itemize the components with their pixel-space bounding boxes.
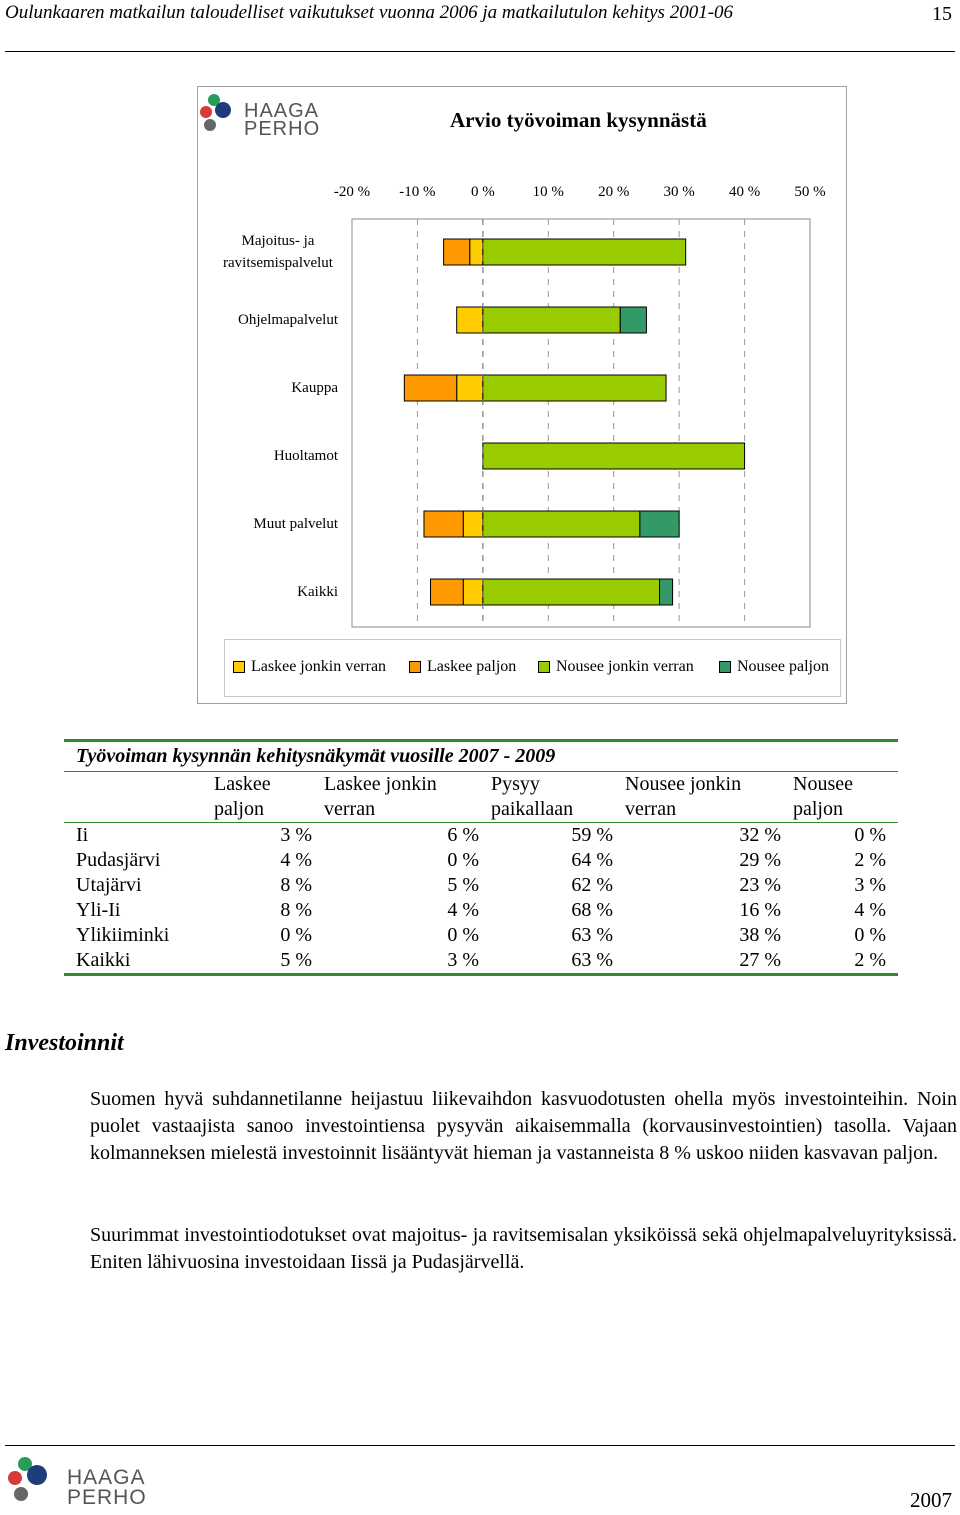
table-row xyxy=(64,948,898,973)
table-cell: 2 % xyxy=(854,949,886,971)
bar-segment xyxy=(431,579,464,605)
table-cell: 59 % xyxy=(571,824,613,846)
bar-segment xyxy=(470,239,483,265)
table-cell: 5 % xyxy=(447,874,479,896)
legend-swatch xyxy=(409,661,421,673)
logo-text-top: HAAGA xyxy=(67,1466,146,1489)
table-header-cell: Nousee paljon xyxy=(793,773,853,820)
table-cell: 2 % xyxy=(854,849,886,871)
bar-segment xyxy=(660,579,673,605)
bar-segment xyxy=(483,443,745,469)
table-bottom-rule xyxy=(64,973,898,976)
chart-title: Arvio työvoiman kysynnästä xyxy=(450,108,707,132)
table-cell: 0 % xyxy=(447,849,479,871)
table-cell: 3 % xyxy=(447,949,479,971)
legend-swatch xyxy=(233,661,245,673)
table-cell: 4 % xyxy=(447,899,479,921)
row-label: Yli-Ii xyxy=(76,899,121,921)
table-cell: 16 % xyxy=(739,899,781,921)
table-cell: 27 % xyxy=(739,949,781,971)
row-label: Pudasjärvi xyxy=(76,849,161,871)
table-cell: 68 % xyxy=(571,899,613,921)
legend-label: Laskee jonkin verran xyxy=(251,658,387,675)
logo-text-bottom: PERHO xyxy=(67,1486,147,1509)
table-row xyxy=(64,848,898,873)
legend-label: Nousee paljon xyxy=(737,658,829,675)
logo-text-top: HAAGA xyxy=(244,100,320,122)
category-label: Ohjelmapalvelut xyxy=(238,312,338,328)
category-label: Kaikki xyxy=(297,584,338,600)
table-row xyxy=(64,873,898,898)
legend-item-nousee-paljon xyxy=(719,658,829,676)
bar-segment xyxy=(424,511,463,537)
table-row xyxy=(64,923,898,948)
bar-segment xyxy=(404,375,456,401)
bar-segment xyxy=(457,375,483,401)
x-tick-label: -20 % xyxy=(333,184,371,200)
table-cell: 4 % xyxy=(854,899,886,921)
plot-area xyxy=(352,219,810,627)
x-tick-label: 30 % xyxy=(663,184,695,200)
table-cell: 63 % xyxy=(571,949,613,971)
section-title: Investoinnit xyxy=(5,1030,124,1056)
footer-logo xyxy=(5,1452,175,1510)
table-cell: 62 % xyxy=(571,874,613,896)
table-cell: 3 % xyxy=(280,824,312,846)
table-cell: 8 % xyxy=(280,899,312,921)
table-cell: 4 % xyxy=(280,849,312,871)
table-cell: 29 % xyxy=(739,849,781,871)
table-header-cell: Laskee jonkin verran xyxy=(324,773,437,820)
table-cell: 0 % xyxy=(447,924,479,946)
table-grid xyxy=(64,772,898,973)
page-number: 15 xyxy=(932,3,952,25)
legend-swatch xyxy=(719,661,731,673)
x-tick-label: 40 % xyxy=(728,184,761,200)
chart-layer xyxy=(0,0,960,720)
paragraph: Suurimmat investointiodotukset ovat majoitus- ja ravitsemisalan yksiköissä sekä ohjelmapalveluyrityksissä. Eniten lähivuosina investoidaan Iissä ja Pudasjärvellä. xyxy=(90,1224,957,1273)
x-tick-label: -10 % xyxy=(399,184,436,200)
table-cell: 0 % xyxy=(280,924,312,946)
bar-segment xyxy=(463,579,483,605)
chart-plot xyxy=(0,0,960,720)
row-label: Utajärvi xyxy=(76,874,142,896)
table-cell: 8 % xyxy=(280,874,312,896)
table-cell: 38 % xyxy=(739,924,781,946)
paragraph: Suomen hyvä suhdannetilanne heijastuu liikevaihdon kasvuodotusten ohella myös investointeihin. Noin puolet vastaajista sanoo investointiensa pysyvän aikaisemmalla (korvausinvestointien) tasolla. Vajaan kolmanneksen mielestä investoinnit lisääntyvät hieman ja vastanneista 8 % uskoo niiden kasvavan paljon. xyxy=(90,1088,957,1164)
category-label: Majoitus- ja ravitsemispalvelut xyxy=(223,233,333,271)
logo-mark-icon xyxy=(5,1452,65,1510)
table-title: Työvoiman kysynnän kehitysnäkymät vuosille 2007 - 2009 xyxy=(76,745,556,767)
bar-segment xyxy=(463,511,483,537)
row-label: Ylikiiminki xyxy=(76,924,170,946)
category-label: Huoltamot xyxy=(273,448,338,464)
legend-item-laskee-jonkin-verran xyxy=(233,658,386,676)
table-body xyxy=(64,823,898,973)
footer-year: 2007 xyxy=(910,1488,952,1512)
bar-segment xyxy=(483,239,686,265)
x-tick-label: 0 % xyxy=(470,184,495,200)
bar-segment xyxy=(457,307,483,333)
table-cell: 5 % xyxy=(280,949,312,971)
table-cell: 64 % xyxy=(571,849,613,871)
table-row xyxy=(64,823,898,848)
table-cell: 6 % xyxy=(447,824,479,846)
table-header-row xyxy=(64,772,898,823)
labor-demand-table xyxy=(64,739,898,976)
row-label: Kaikki xyxy=(76,949,131,971)
x-tick-label: 50 % xyxy=(794,184,826,200)
table-header-empty xyxy=(64,772,214,823)
x-tick-label: 20 % xyxy=(598,184,630,200)
category-label: Muut palvelut xyxy=(253,516,338,532)
x-tick-label: 10 % xyxy=(532,184,564,200)
bar-segment xyxy=(483,579,660,605)
chart-legend xyxy=(224,639,841,697)
table-cell: 0 % xyxy=(854,824,886,846)
bar-segment xyxy=(483,375,666,401)
table-cell: 3 % xyxy=(854,874,886,896)
bar-segment xyxy=(483,307,620,333)
legend-label: Laskee paljon xyxy=(427,658,517,675)
table-header-cell: Laskee paljon xyxy=(214,773,271,820)
legend-item-nousee-jonkin-verran xyxy=(538,658,694,676)
table-cell: 63 % xyxy=(571,924,613,946)
table-header-cell: Pysyy paikallaan xyxy=(491,773,574,820)
legend-item-laskee-paljon xyxy=(409,658,516,676)
bar-segment xyxy=(444,239,470,265)
bar-segment xyxy=(483,511,640,537)
legend-label: Nousee jonkin verran xyxy=(556,658,694,675)
category-label: Kauppa xyxy=(291,380,338,396)
table-cell: 23 % xyxy=(739,874,781,896)
table-row xyxy=(64,898,898,923)
bar-segment xyxy=(640,511,679,537)
table-header-cell: Nousee jonkin verran xyxy=(625,773,742,820)
row-label: Ii xyxy=(76,824,89,846)
table-cell: 0 % xyxy=(854,924,886,946)
document-header-title: Oulunkaaren matkailun taloudelliset vaikutukset vuonna 2006 ja matkailutulon kehitys 2001-06 xyxy=(5,2,734,23)
legend-swatch xyxy=(538,661,550,673)
bar-segment xyxy=(620,307,646,333)
footer-rule xyxy=(5,1445,955,1446)
logo-text-bottom: PERHO xyxy=(244,118,321,140)
table-cell: 32 % xyxy=(739,824,781,846)
